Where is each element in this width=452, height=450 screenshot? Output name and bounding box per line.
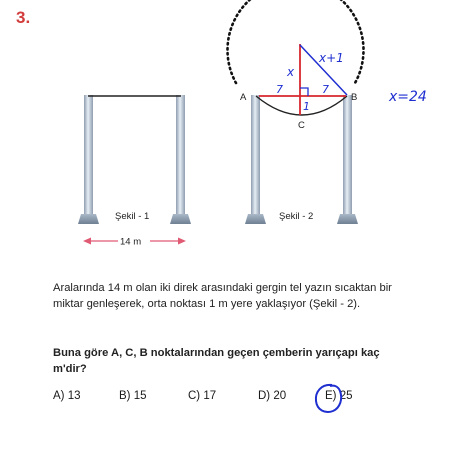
figure-1 bbox=[78, 95, 191, 248]
point-b-label: B bbox=[351, 92, 358, 103]
right-seven-label: 7 bbox=[322, 83, 329, 96]
option-d-value: 20 bbox=[273, 390, 287, 402]
arrow-head-right bbox=[178, 238, 186, 245]
right-pole-base bbox=[170, 214, 191, 224]
option-e-value: 25 bbox=[339, 390, 353, 402]
sagging-wire bbox=[256, 96, 347, 115]
dotted-circle bbox=[228, 0, 364, 83]
option-c-value: 17 bbox=[203, 390, 217, 402]
right-pole-2 bbox=[343, 95, 352, 215]
right-pole bbox=[176, 95, 185, 215]
one-label: 1 bbox=[303, 100, 310, 113]
question-number: 3. bbox=[16, 8, 31, 27]
option-d-letter: D) bbox=[258, 390, 271, 402]
left-pole-base bbox=[78, 214, 99, 224]
question-text: Buna göre A, C, B noktalarından geçen çemberin yarıçapı kaç m'dir? bbox=[53, 347, 380, 375]
figure-2 bbox=[228, 0, 364, 224]
answer-note: x=24 bbox=[389, 89, 427, 105]
point-a-label: A bbox=[240, 92, 247, 103]
arrow-head-left bbox=[83, 238, 91, 245]
option-a[interactable] bbox=[53, 390, 81, 402]
option-b-value: 15 bbox=[133, 390, 147, 402]
hyp-label: x+1 bbox=[319, 51, 344, 65]
option-a-value: 13 bbox=[67, 390, 81, 402]
right-pole-base-2 bbox=[337, 214, 358, 224]
x-label: x bbox=[287, 65, 295, 79]
right-angle-mark bbox=[300, 88, 308, 96]
left-pole-base-2 bbox=[245, 214, 266, 224]
left-seven-label: 7 bbox=[276, 83, 283, 96]
answer-circle-mark bbox=[312, 382, 346, 416]
option-e-letter: E) bbox=[325, 390, 337, 402]
problem-paragraph: Aralarında 14 m olan iki direk arasındaki gergin tel yazın sıcaktan bir miktar genleşerek, orta noktası 1 m yere yaklaşıyor (Şekil - 2). bbox=[53, 282, 392, 310]
figure-2-caption: Şekil - 2 bbox=[279, 211, 314, 222]
option-c-letter: C) bbox=[188, 390, 201, 402]
option-b[interactable] bbox=[119, 390, 147, 402]
option-a-letter: A) bbox=[53, 390, 65, 402]
left-pole-2 bbox=[251, 95, 260, 215]
option-c[interactable] bbox=[188, 390, 216, 402]
point-c-label: C bbox=[298, 120, 305, 131]
left-pole bbox=[84, 95, 93, 215]
figure-1-caption: Şekil - 1 bbox=[115, 211, 150, 222]
option-b-letter: B) bbox=[119, 390, 131, 402]
distance-label: 14 m bbox=[120, 236, 142, 248]
option-d[interactable] bbox=[258, 390, 286, 402]
